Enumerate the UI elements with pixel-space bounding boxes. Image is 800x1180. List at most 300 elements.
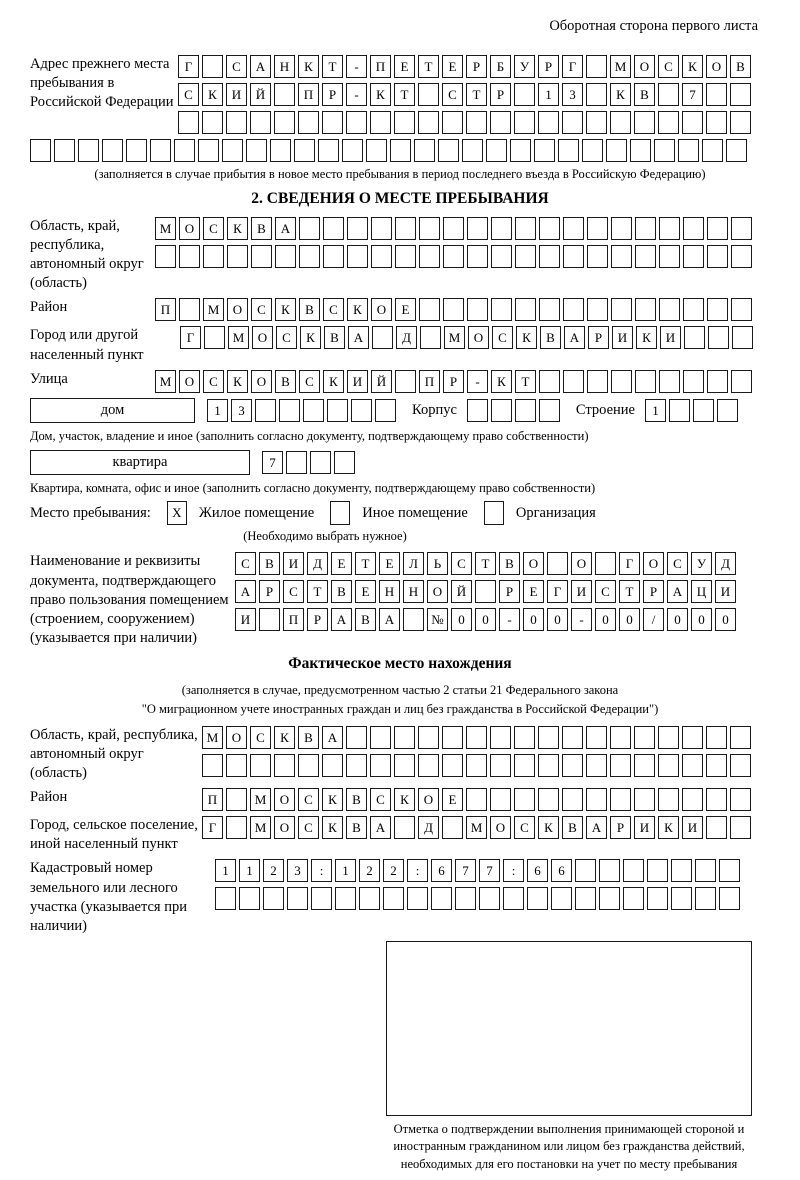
- char-cell[interactable]: [563, 245, 584, 268]
- char-cell[interactable]: [538, 754, 559, 777]
- char-cell[interactable]: Д: [307, 552, 328, 575]
- char-cell[interactable]: [726, 139, 747, 162]
- char-cell[interactable]: О: [179, 370, 200, 393]
- char-cell[interactable]: [370, 754, 391, 777]
- char-cell[interactable]: [719, 859, 740, 882]
- char-cell[interactable]: [318, 139, 339, 162]
- char-cell[interactable]: В: [346, 816, 367, 839]
- char-cell[interactable]: [732, 326, 753, 349]
- char-cell[interactable]: 0: [691, 608, 712, 631]
- char-cell[interactable]: [418, 111, 439, 134]
- char-cell[interactable]: О: [643, 552, 664, 575]
- char-cell[interactable]: К: [323, 370, 344, 393]
- char-cell[interactable]: [442, 754, 463, 777]
- char-cell[interactable]: Й: [371, 370, 392, 393]
- char-cell[interactable]: [274, 111, 295, 134]
- char-cell[interactable]: Н: [379, 580, 400, 603]
- char-cell[interactable]: -: [571, 608, 592, 631]
- char-cell[interactable]: [323, 217, 344, 240]
- char-cell[interactable]: К: [202, 83, 223, 106]
- char-cell[interactable]: К: [275, 298, 296, 321]
- char-cell[interactable]: [246, 139, 267, 162]
- char-cell[interactable]: Д: [418, 816, 439, 839]
- char-cell[interactable]: К: [516, 326, 537, 349]
- char-cell[interactable]: [707, 217, 728, 240]
- char-cell[interactable]: [635, 245, 656, 268]
- char-cell[interactable]: [442, 111, 463, 134]
- char-cell[interactable]: [443, 298, 464, 321]
- char-cell[interactable]: [730, 111, 751, 134]
- char-cell[interactable]: И: [682, 816, 703, 839]
- char-cell[interactable]: [394, 754, 415, 777]
- char-cell[interactable]: [539, 298, 560, 321]
- char-cell[interactable]: [346, 726, 367, 749]
- char-cell[interactable]: [563, 370, 584, 393]
- char-cell[interactable]: [595, 552, 616, 575]
- char-cell[interactable]: [418, 83, 439, 106]
- char-cell[interactable]: [239, 887, 260, 910]
- char-cell[interactable]: [303, 399, 324, 422]
- char-cell[interactable]: К: [298, 55, 319, 78]
- char-cell[interactable]: [510, 139, 531, 162]
- char-cell[interactable]: С: [658, 55, 679, 78]
- char-cell[interactable]: У: [514, 55, 535, 78]
- char-cell[interactable]: [575, 887, 596, 910]
- char-cell[interactable]: К: [322, 816, 343, 839]
- char-cell[interactable]: [730, 726, 751, 749]
- char-cell[interactable]: [623, 859, 644, 882]
- char-cell[interactable]: 3: [562, 83, 583, 106]
- char-cell[interactable]: А: [250, 55, 271, 78]
- char-cell[interactable]: [659, 298, 680, 321]
- char-cell[interactable]: Т: [619, 580, 640, 603]
- char-cell[interactable]: [634, 111, 655, 134]
- char-cell[interactable]: Е: [395, 298, 416, 321]
- char-cell[interactable]: Т: [322, 55, 343, 78]
- char-cell[interactable]: [298, 111, 319, 134]
- char-cell[interactable]: -: [467, 370, 488, 393]
- char-cell[interactable]: [394, 726, 415, 749]
- char-cell[interactable]: [371, 245, 392, 268]
- char-cell[interactable]: Б: [490, 55, 511, 78]
- city-row[interactable]: [180, 326, 753, 349]
- char-cell[interactable]: А: [667, 580, 688, 603]
- char-cell[interactable]: Т: [515, 370, 536, 393]
- char-cell[interactable]: В: [634, 83, 655, 106]
- char-cell[interactable]: М: [250, 816, 271, 839]
- char-cell[interactable]: [586, 83, 607, 106]
- char-cell[interactable]: С: [276, 326, 297, 349]
- char-cell[interactable]: :: [407, 859, 428, 882]
- char-cell[interactable]: [647, 859, 668, 882]
- char-cell[interactable]: [514, 754, 535, 777]
- char-cell[interactable]: [706, 788, 727, 811]
- char-cell[interactable]: Р: [322, 83, 343, 106]
- char-cell[interactable]: [706, 83, 727, 106]
- char-cell[interactable]: О: [468, 326, 489, 349]
- char-cell[interactable]: [634, 754, 655, 777]
- char-cell[interactable]: Е: [394, 55, 415, 78]
- char-cell[interactable]: К: [274, 726, 295, 749]
- region-row-2[interactable]: [155, 245, 752, 268]
- char-cell[interactable]: [731, 245, 752, 268]
- char-cell[interactable]: [275, 245, 296, 268]
- char-cell[interactable]: Г: [178, 55, 199, 78]
- char-cell[interactable]: [491, 217, 512, 240]
- char-cell[interactable]: [503, 887, 524, 910]
- char-cell[interactable]: [414, 139, 435, 162]
- char-cell[interactable]: [274, 754, 295, 777]
- char-cell[interactable]: [443, 245, 464, 268]
- char-cell[interactable]: [475, 580, 496, 603]
- char-cell[interactable]: [538, 726, 559, 749]
- char-cell[interactable]: В: [251, 217, 272, 240]
- char-cell[interactable]: [371, 217, 392, 240]
- char-cell[interactable]: [654, 139, 675, 162]
- char-cell[interactable]: [150, 139, 171, 162]
- char-cell[interactable]: [323, 245, 344, 268]
- char-cell[interactable]: [683, 370, 704, 393]
- char-cell[interactable]: [634, 788, 655, 811]
- char-cell[interactable]: М: [203, 298, 224, 321]
- char-cell[interactable]: М: [202, 726, 223, 749]
- char-cell[interactable]: [587, 217, 608, 240]
- char-cell[interactable]: [659, 217, 680, 240]
- char-cell[interactable]: К: [227, 217, 248, 240]
- char-cell[interactable]: Т: [394, 83, 415, 106]
- char-cell[interactable]: К: [394, 788, 415, 811]
- char-cell[interactable]: [78, 139, 99, 162]
- char-cell[interactable]: [610, 111, 631, 134]
- char-cell[interactable]: С: [203, 370, 224, 393]
- char-cell[interactable]: [707, 370, 728, 393]
- char-cell[interactable]: [683, 217, 704, 240]
- char-cell[interactable]: С: [298, 816, 319, 839]
- char-cell[interactable]: [659, 245, 680, 268]
- char-cell[interactable]: [731, 370, 752, 393]
- char-cell[interactable]: В: [259, 552, 280, 575]
- char-cell[interactable]: [102, 139, 123, 162]
- char-cell[interactable]: [351, 399, 372, 422]
- stroenie-cells[interactable]: [645, 399, 738, 422]
- char-cell[interactable]: К: [491, 370, 512, 393]
- char-cell[interactable]: О: [251, 370, 272, 393]
- char-cell[interactable]: [515, 298, 536, 321]
- char-cell[interactable]: [731, 298, 752, 321]
- char-cell[interactable]: 1: [207, 399, 228, 422]
- char-cell[interactable]: С: [492, 326, 513, 349]
- char-cell[interactable]: Г: [202, 816, 223, 839]
- char-cell[interactable]: [226, 754, 247, 777]
- char-cell[interactable]: В: [275, 370, 296, 393]
- char-cell[interactable]: 2: [383, 859, 404, 882]
- char-cell[interactable]: [322, 111, 343, 134]
- char-cell[interactable]: [274, 83, 295, 106]
- char-cell[interactable]: [658, 726, 679, 749]
- char-cell[interactable]: Т: [475, 552, 496, 575]
- char-cell[interactable]: И: [634, 816, 655, 839]
- char-cell[interactable]: Р: [307, 608, 328, 631]
- char-cell[interactable]: 2: [263, 859, 284, 882]
- char-cell[interactable]: [299, 217, 320, 240]
- korpus-cells[interactable]: [467, 399, 560, 422]
- char-cell[interactable]: [610, 754, 631, 777]
- char-cell[interactable]: [534, 139, 555, 162]
- char-cell[interactable]: П: [283, 608, 304, 631]
- char-cell[interactable]: [383, 887, 404, 910]
- char-cell[interactable]: [682, 726, 703, 749]
- char-cell[interactable]: [491, 399, 512, 422]
- char-cell[interactable]: В: [562, 816, 583, 839]
- prev-address-row-4[interactable]: [30, 139, 770, 162]
- char-cell[interactable]: И: [226, 83, 247, 106]
- prev-address-row-3[interactable]: [178, 111, 751, 134]
- char-cell[interactable]: С: [250, 726, 271, 749]
- char-cell[interactable]: Р: [643, 580, 664, 603]
- char-cell[interactable]: П: [155, 298, 176, 321]
- char-cell[interactable]: [30, 139, 51, 162]
- char-cell[interactable]: Л: [403, 552, 424, 575]
- char-cell[interactable]: [486, 139, 507, 162]
- street-row[interactable]: [155, 370, 752, 393]
- char-cell[interactable]: Р: [443, 370, 464, 393]
- char-cell[interactable]: 3: [231, 399, 252, 422]
- actual-district-row[interactable]: [202, 788, 751, 811]
- char-cell[interactable]: С: [667, 552, 688, 575]
- char-cell[interactable]: 0: [547, 608, 568, 631]
- char-cell[interactable]: [695, 859, 716, 882]
- char-cell[interactable]: О: [227, 298, 248, 321]
- char-cell[interactable]: [671, 859, 692, 882]
- char-cell[interactable]: [442, 726, 463, 749]
- char-cell[interactable]: П: [202, 788, 223, 811]
- char-cell[interactable]: [575, 859, 596, 882]
- char-cell[interactable]: О: [571, 552, 592, 575]
- char-cell[interactable]: О: [523, 552, 544, 575]
- char-cell[interactable]: [370, 111, 391, 134]
- char-cell[interactable]: [251, 245, 272, 268]
- char-cell[interactable]: [346, 754, 367, 777]
- char-cell[interactable]: [539, 217, 560, 240]
- char-cell[interactable]: [466, 788, 487, 811]
- char-cell[interactable]: А: [564, 326, 585, 349]
- char-cell[interactable]: [515, 399, 536, 422]
- char-cell[interactable]: [706, 816, 727, 839]
- char-cell[interactable]: Е: [523, 580, 544, 603]
- char-cell[interactable]: [420, 326, 441, 349]
- char-cell[interactable]: [203, 245, 224, 268]
- char-cell[interactable]: [611, 370, 632, 393]
- apartment-cells[interactable]: [262, 451, 355, 474]
- char-cell[interactable]: С: [370, 788, 391, 811]
- char-cell[interactable]: :: [311, 859, 332, 882]
- char-cell[interactable]: [514, 726, 535, 749]
- char-cell[interactable]: [514, 788, 535, 811]
- char-cell[interactable]: [669, 399, 690, 422]
- char-cell[interactable]: [514, 83, 535, 106]
- char-cell[interactable]: 1: [215, 859, 236, 882]
- char-cell[interactable]: [479, 887, 500, 910]
- char-cell[interactable]: [179, 245, 200, 268]
- char-cell[interactable]: [359, 887, 380, 910]
- char-cell[interactable]: [514, 111, 535, 134]
- checkbox-residential-premises[interactable]: X: [167, 501, 187, 525]
- char-cell[interactable]: [126, 139, 147, 162]
- actual-city-row[interactable]: [202, 816, 751, 839]
- char-cell[interactable]: [178, 111, 199, 134]
- char-cell[interactable]: О: [274, 816, 295, 839]
- char-cell[interactable]: [707, 245, 728, 268]
- char-cell[interactable]: [719, 887, 740, 910]
- char-cell[interactable]: [611, 298, 632, 321]
- char-cell[interactable]: Ь: [427, 552, 448, 575]
- char-cell[interactable]: [558, 139, 579, 162]
- char-cell[interactable]: [250, 111, 271, 134]
- char-cell[interactable]: [717, 399, 738, 422]
- char-cell[interactable]: [334, 451, 355, 474]
- char-cell[interactable]: П: [419, 370, 440, 393]
- char-cell[interactable]: [198, 139, 219, 162]
- char-cell[interactable]: С: [203, 217, 224, 240]
- char-cell[interactable]: [538, 111, 559, 134]
- char-cell[interactable]: Н: [274, 55, 295, 78]
- char-cell[interactable]: 0: [451, 608, 472, 631]
- char-cell[interactable]: [466, 754, 487, 777]
- char-cell[interactable]: [587, 245, 608, 268]
- char-cell[interactable]: 6: [431, 859, 452, 882]
- char-cell[interactable]: К: [227, 370, 248, 393]
- char-cell[interactable]: [706, 754, 727, 777]
- char-cell[interactable]: 7: [682, 83, 703, 106]
- char-cell[interactable]: С: [514, 816, 535, 839]
- char-cell[interactable]: [539, 245, 560, 268]
- char-cell[interactable]: В: [730, 55, 751, 78]
- char-cell[interactable]: [606, 139, 627, 162]
- char-cell[interactable]: М: [610, 55, 631, 78]
- char-cell[interactable]: П: [370, 55, 391, 78]
- char-cell[interactable]: [635, 217, 656, 240]
- char-cell[interactable]: [683, 298, 704, 321]
- char-cell[interactable]: С: [323, 298, 344, 321]
- char-cell[interactable]: [418, 726, 439, 749]
- char-cell[interactable]: И: [660, 326, 681, 349]
- char-cell[interactable]: М: [228, 326, 249, 349]
- title-document-row-3[interactable]: [235, 608, 736, 631]
- char-cell[interactable]: 0: [475, 608, 496, 631]
- char-cell[interactable]: К: [636, 326, 657, 349]
- char-cell[interactable]: В: [540, 326, 561, 349]
- char-cell[interactable]: К: [538, 816, 559, 839]
- char-cell[interactable]: И: [715, 580, 736, 603]
- char-cell[interactable]: Е: [379, 552, 400, 575]
- char-cell[interactable]: [678, 139, 699, 162]
- char-cell[interactable]: [54, 139, 75, 162]
- char-cell[interactable]: К: [370, 83, 391, 106]
- char-cell[interactable]: [671, 887, 692, 910]
- char-cell[interactable]: [490, 788, 511, 811]
- char-cell[interactable]: [335, 887, 356, 910]
- char-cell[interactable]: [682, 111, 703, 134]
- char-cell[interactable]: А: [235, 580, 256, 603]
- house-number-cells[interactable]: [207, 399, 396, 422]
- char-cell[interactable]: С: [178, 83, 199, 106]
- char-cell[interactable]: Е: [331, 552, 352, 575]
- char-cell[interactable]: [226, 788, 247, 811]
- char-cell[interactable]: [395, 217, 416, 240]
- char-cell[interactable]: [419, 298, 440, 321]
- char-cell[interactable]: [587, 298, 608, 321]
- char-cell[interactable]: [647, 887, 668, 910]
- char-cell[interactable]: [562, 726, 583, 749]
- char-cell[interactable]: [310, 451, 331, 474]
- char-cell[interactable]: Р: [259, 580, 280, 603]
- char-cell[interactable]: А: [322, 726, 343, 749]
- char-cell[interactable]: И: [283, 552, 304, 575]
- char-cell[interactable]: Г: [180, 326, 201, 349]
- char-cell[interactable]: 0: [523, 608, 544, 631]
- char-cell[interactable]: [394, 816, 415, 839]
- char-cell[interactable]: [706, 726, 727, 749]
- char-cell[interactable]: Р: [588, 326, 609, 349]
- char-cell[interactable]: [403, 608, 424, 631]
- char-cell[interactable]: О: [179, 217, 200, 240]
- char-cell[interactable]: А: [348, 326, 369, 349]
- char-cell[interactable]: Т: [307, 580, 328, 603]
- char-cell[interactable]: И: [235, 608, 256, 631]
- char-cell[interactable]: [455, 887, 476, 910]
- char-cell[interactable]: Ц: [691, 580, 712, 603]
- char-cell[interactable]: [390, 139, 411, 162]
- char-cell[interactable]: Е: [442, 788, 463, 811]
- char-cell[interactable]: Д: [715, 552, 736, 575]
- char-cell[interactable]: [438, 139, 459, 162]
- char-cell[interactable]: 0: [715, 608, 736, 631]
- char-cell[interactable]: Н: [403, 580, 424, 603]
- char-cell[interactable]: [563, 217, 584, 240]
- char-cell[interactable]: К: [610, 83, 631, 106]
- char-cell[interactable]: О: [634, 55, 655, 78]
- char-cell[interactable]: [347, 217, 368, 240]
- char-cell[interactable]: Р: [499, 580, 520, 603]
- checkbox-organization[interactable]: [484, 501, 504, 525]
- char-cell[interactable]: [582, 139, 603, 162]
- char-cell[interactable]: [443, 217, 464, 240]
- char-cell[interactable]: [419, 217, 440, 240]
- char-cell[interactable]: [683, 245, 704, 268]
- char-cell[interactable]: Й: [250, 83, 271, 106]
- cadastral-row-2[interactable]: [215, 887, 740, 910]
- char-cell[interactable]: [347, 245, 368, 268]
- char-cell[interactable]: [515, 217, 536, 240]
- char-cell[interactable]: К: [682, 55, 703, 78]
- char-cell[interactable]: М: [466, 816, 487, 839]
- char-cell[interactable]: [731, 217, 752, 240]
- char-cell[interactable]: [730, 788, 751, 811]
- char-cell[interactable]: [407, 887, 428, 910]
- char-cell[interactable]: №: [427, 608, 448, 631]
- char-cell[interactable]: В: [298, 726, 319, 749]
- char-cell[interactable]: [226, 111, 247, 134]
- char-cell[interactable]: [311, 887, 332, 910]
- char-cell[interactable]: [467, 217, 488, 240]
- char-cell[interactable]: [682, 754, 703, 777]
- char-cell[interactable]: [467, 245, 488, 268]
- char-cell[interactable]: Г: [547, 580, 568, 603]
- char-cell[interactable]: [730, 816, 751, 839]
- char-cell[interactable]: [562, 754, 583, 777]
- char-cell[interactable]: [707, 298, 728, 321]
- char-cell[interactable]: [431, 887, 452, 910]
